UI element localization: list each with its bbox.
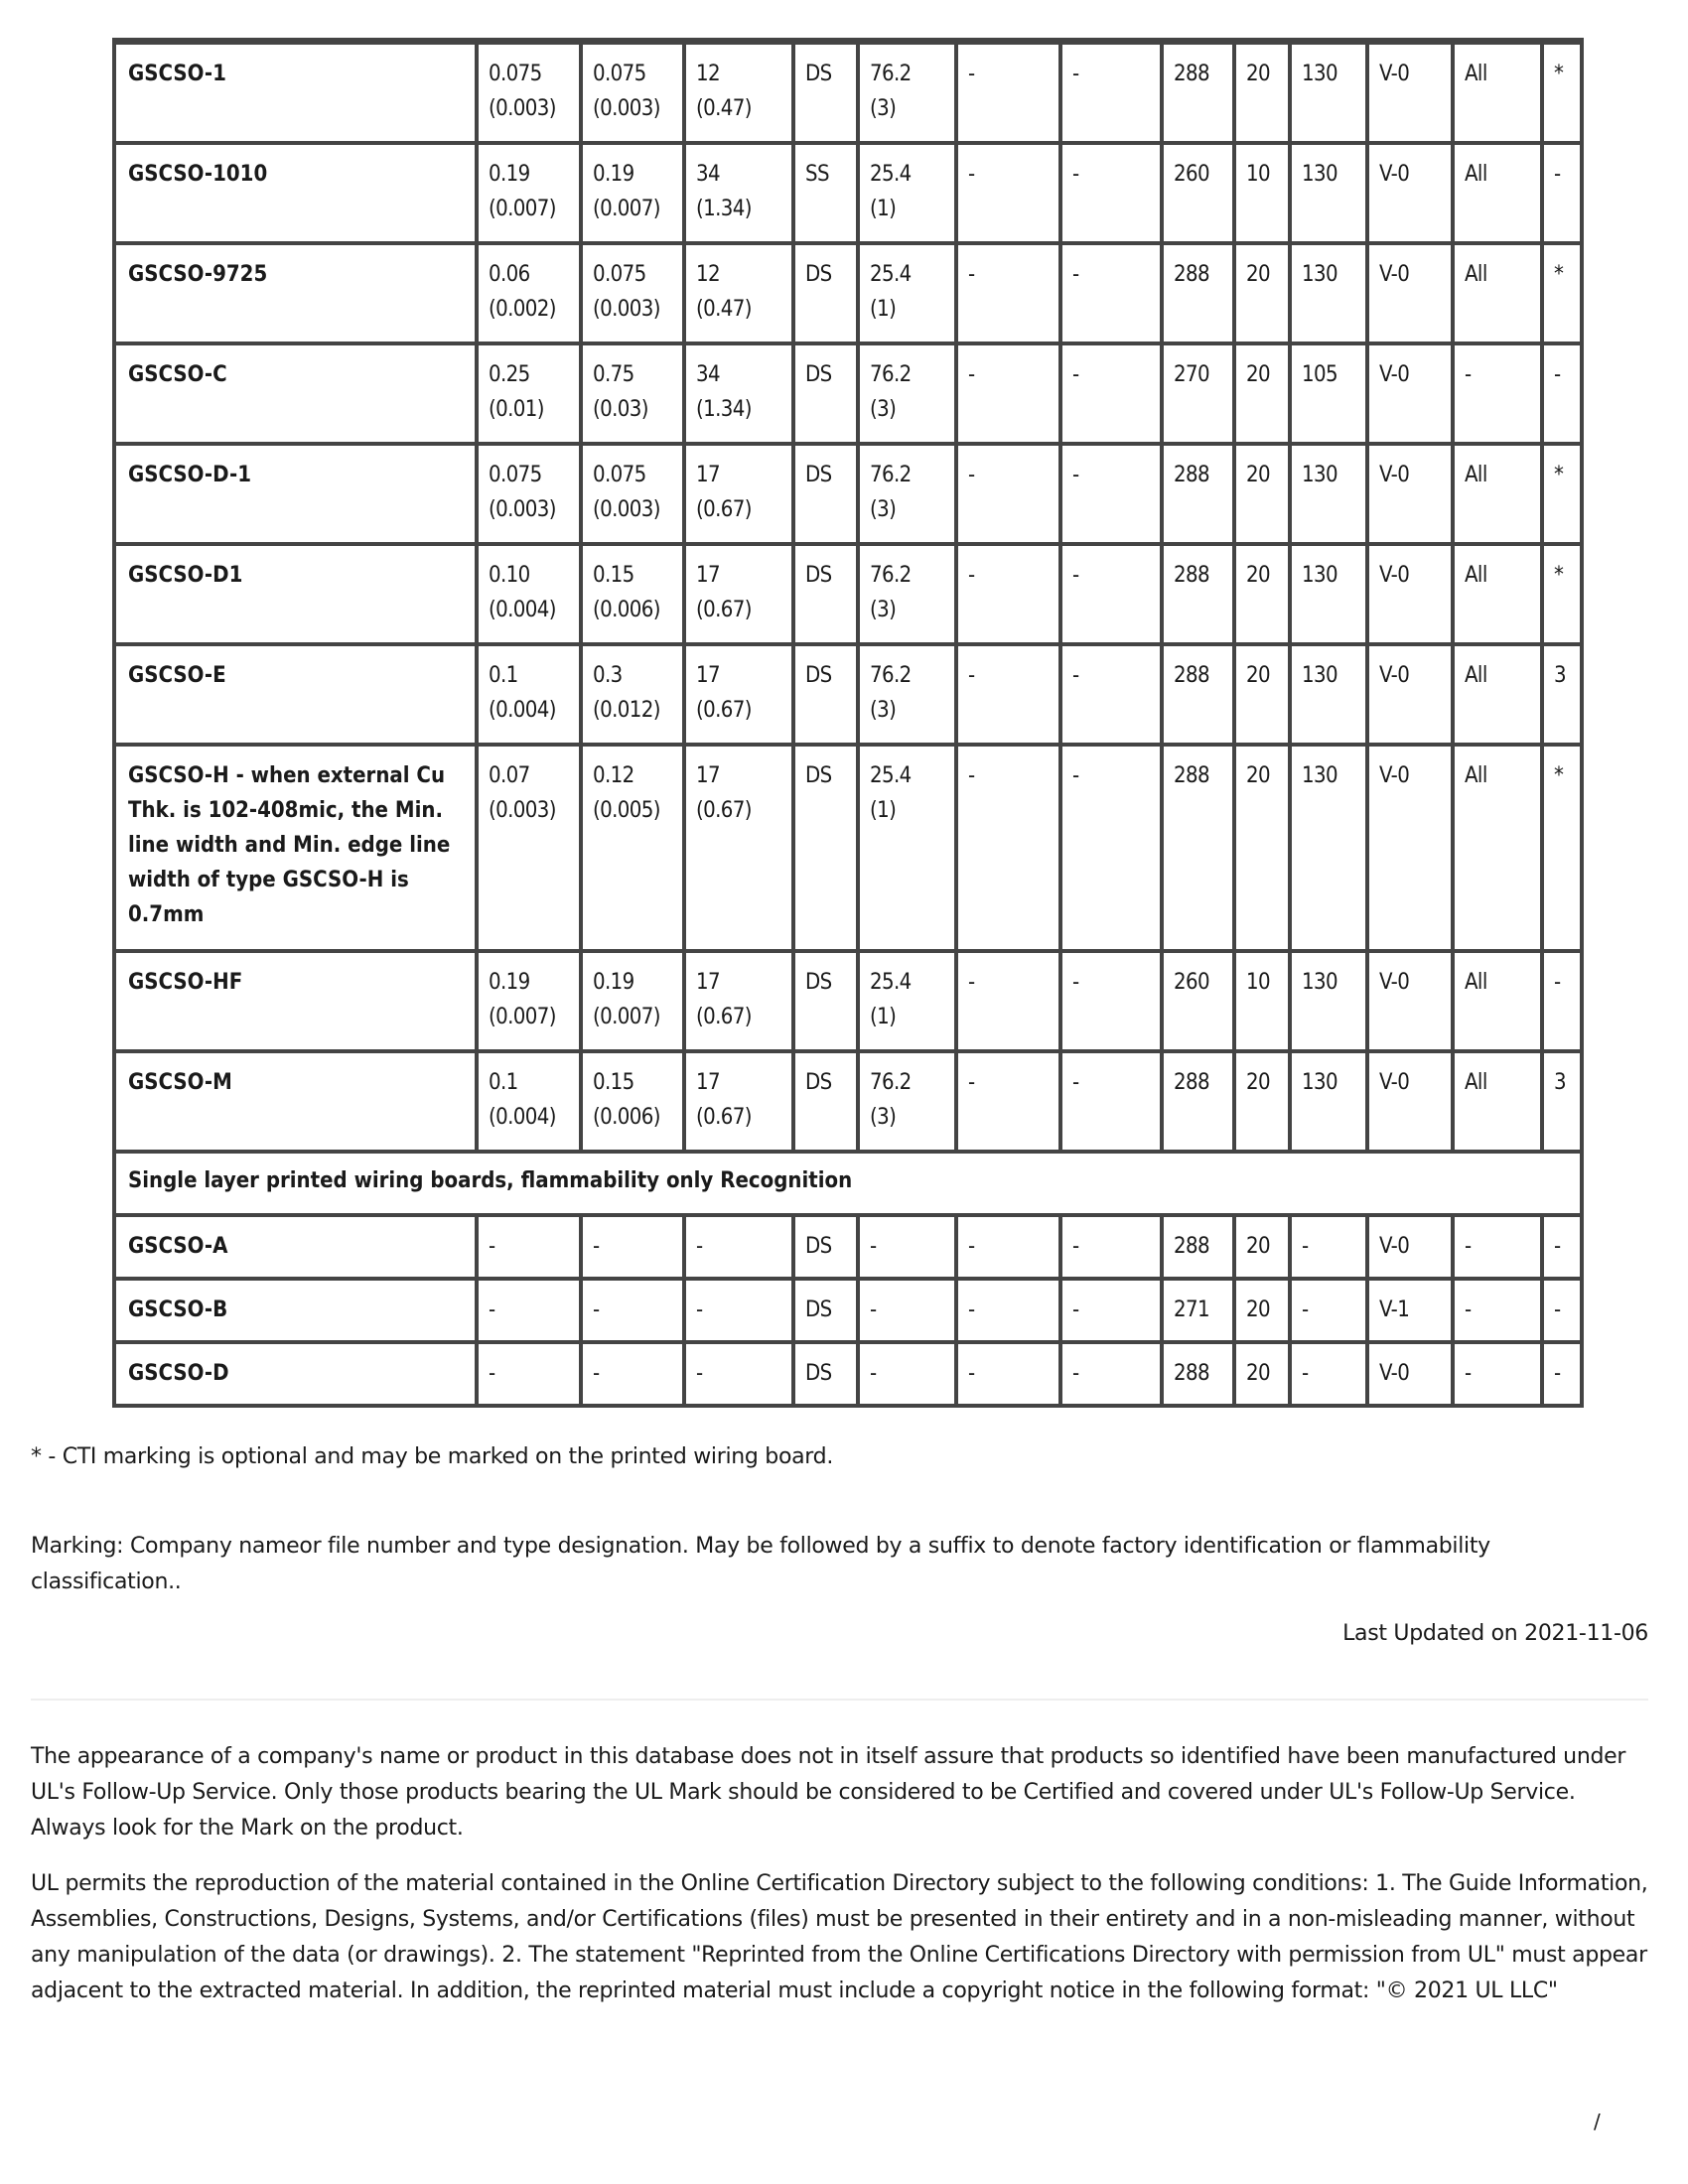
cell-c9: 10 bbox=[1234, 951, 1290, 1051]
cell-c1 bbox=[477, 544, 581, 644]
cell-c6: - bbox=[956, 1279, 1060, 1342]
imperial-value: (0.67) bbox=[696, 1105, 752, 1130]
cell-c9: 20 bbox=[1234, 544, 1290, 644]
cell-c12: All bbox=[1453, 444, 1542, 544]
cell-c9: 20 bbox=[1234, 1051, 1290, 1152]
cell-c12: All bbox=[1453, 745, 1542, 951]
cell-c2 bbox=[581, 644, 684, 745]
metric-value: 0.06 bbox=[489, 262, 530, 287]
cell-c9: 20 bbox=[1234, 644, 1290, 745]
cell-c6: - bbox=[956, 243, 1060, 343]
cell-c7: - bbox=[1060, 1215, 1162, 1279]
imperial-value: (0.67) bbox=[696, 798, 752, 823]
cell-c2 bbox=[581, 1051, 684, 1152]
cell-c4: DS bbox=[793, 42, 858, 144]
cell-c2: - bbox=[581, 1279, 684, 1342]
type-designation: GSCSO-E bbox=[114, 644, 477, 745]
metric-value: 17 bbox=[696, 763, 720, 788]
cell-c2: - bbox=[581, 1215, 684, 1279]
metric-value: 0.075 bbox=[489, 62, 542, 86]
cell-c3 bbox=[684, 243, 793, 343]
table-row bbox=[114, 644, 1582, 745]
cell-c8: 288 bbox=[1162, 745, 1234, 951]
table-row bbox=[114, 951, 1582, 1051]
imperial-value: (1) bbox=[870, 197, 897, 221]
metric-value: 0.075 bbox=[593, 463, 646, 487]
imperial-value: (0.006) bbox=[593, 1105, 660, 1130]
cell-c3 bbox=[684, 42, 793, 144]
imperial-value: (0.47) bbox=[696, 297, 752, 322]
metric-value: 34 bbox=[696, 162, 720, 187]
section-header-row bbox=[114, 1152, 1582, 1215]
cell-c4: DS bbox=[793, 1215, 858, 1279]
cell-c11: V-0 bbox=[1367, 745, 1453, 951]
cell-c5: - bbox=[858, 1342, 956, 1406]
metric-value: 0.15 bbox=[593, 1070, 634, 1095]
cell-c5 bbox=[858, 42, 956, 144]
cell-c13: * bbox=[1542, 745, 1582, 951]
imperial-value: (3) bbox=[870, 96, 897, 121]
imperial-value: (0.012) bbox=[593, 698, 660, 723]
cell-c9: 10 bbox=[1234, 143, 1290, 243]
cell-c12: All bbox=[1453, 1051, 1542, 1152]
metric-value: 76.2 bbox=[870, 62, 912, 86]
imperial-value: (0.67) bbox=[696, 497, 752, 522]
cell-c7: - bbox=[1060, 243, 1162, 343]
metric-value: 0.25 bbox=[489, 362, 530, 387]
metric-value: 0.19 bbox=[489, 970, 530, 995]
cell-c4: DS bbox=[793, 1279, 858, 1342]
cell-c11: V-0 bbox=[1367, 644, 1453, 745]
cell-c1: - bbox=[477, 1279, 581, 1342]
cell-c13: - bbox=[1542, 951, 1582, 1051]
metric-value: 0.075 bbox=[593, 262, 646, 287]
metric-value: 76.2 bbox=[870, 663, 912, 688]
cell-c2 bbox=[581, 343, 684, 444]
cell-c1 bbox=[477, 644, 581, 745]
imperial-value: (0.67) bbox=[696, 598, 752, 622]
cell-c6: - bbox=[956, 343, 1060, 444]
cell-c13: - bbox=[1542, 343, 1582, 444]
cell-c6: - bbox=[956, 1051, 1060, 1152]
cell-c8: 260 bbox=[1162, 951, 1234, 1051]
cell-c1 bbox=[477, 243, 581, 343]
cell-c1 bbox=[477, 1051, 581, 1152]
imperial-value: (3) bbox=[870, 598, 897, 622]
imperial-value: (0.003) bbox=[489, 96, 556, 121]
imperial-value: (3) bbox=[870, 397, 897, 422]
imperial-value: (0.007) bbox=[489, 1005, 556, 1029]
metric-value: 76.2 bbox=[870, 362, 912, 387]
marking-note: Marking: Company nameor file number and type designation. May be followed by a suffix to denote factory identification or flammability classification.. bbox=[31, 1534, 1490, 1594]
table-row bbox=[114, 444, 1582, 544]
cell-c8: 260 bbox=[1162, 143, 1234, 243]
cell-c6: - bbox=[956, 444, 1060, 544]
cell-c11: V-0 bbox=[1367, 243, 1453, 343]
cell-c3 bbox=[684, 951, 793, 1051]
cell-c11: V-0 bbox=[1367, 444, 1453, 544]
cell-c8: 288 bbox=[1162, 42, 1234, 144]
table-body bbox=[114, 42, 1582, 1407]
metric-value: 17 bbox=[696, 1070, 720, 1095]
cell-c5 bbox=[858, 544, 956, 644]
cell-c5 bbox=[858, 745, 956, 951]
cell-c12: All bbox=[1453, 143, 1542, 243]
imperial-value: (0.003) bbox=[489, 798, 556, 823]
cell-c3 bbox=[684, 343, 793, 444]
imperial-value: (0.007) bbox=[489, 197, 556, 221]
cell-c6: - bbox=[956, 644, 1060, 745]
cell-c4: DS bbox=[793, 243, 858, 343]
type-designation: GSCSO-1010 bbox=[114, 143, 477, 243]
imperial-value: (0.004) bbox=[489, 1105, 556, 1130]
metric-value: 17 bbox=[696, 970, 720, 995]
cell-c3 bbox=[684, 143, 793, 243]
cell-c7: - bbox=[1060, 343, 1162, 444]
cell-c11: V-0 bbox=[1367, 343, 1453, 444]
metric-value: 76.2 bbox=[870, 563, 912, 588]
cell-c12: All bbox=[1453, 42, 1542, 144]
cell-c10: 130 bbox=[1290, 243, 1367, 343]
cell-c8: 288 bbox=[1162, 544, 1234, 644]
cell-c7: - bbox=[1060, 1279, 1162, 1342]
metric-value: 0.19 bbox=[489, 162, 530, 187]
type-designation: GSCSO-D bbox=[114, 1342, 477, 1406]
cell-c5 bbox=[858, 343, 956, 444]
cell-c11: V-0 bbox=[1367, 1215, 1453, 1279]
cell-c13: 3 bbox=[1542, 1051, 1582, 1152]
cell-c8: 288 bbox=[1162, 644, 1234, 745]
imperial-value: (1.34) bbox=[696, 197, 752, 221]
metric-value: 0.10 bbox=[489, 563, 530, 588]
cell-c1: - bbox=[477, 1342, 581, 1406]
table-row bbox=[114, 1215, 1582, 1279]
metric-value: 0.75 bbox=[593, 362, 634, 387]
metric-value: 17 bbox=[696, 563, 720, 588]
imperial-value: (0.03) bbox=[593, 397, 648, 422]
table-row bbox=[114, 42, 1582, 144]
cell-c4: DS bbox=[793, 644, 858, 745]
cell-c10: 130 bbox=[1290, 1051, 1367, 1152]
cell-c6: - bbox=[956, 42, 1060, 144]
cell-c7: - bbox=[1060, 644, 1162, 745]
imperial-value: (0.006) bbox=[593, 598, 660, 622]
cell-c7: - bbox=[1060, 143, 1162, 243]
cell-c5: - bbox=[858, 1215, 956, 1279]
cell-c11: V-0 bbox=[1367, 1342, 1453, 1406]
cti-footnote: * - CTI marking is optional and may be marked on the printed wiring board. bbox=[31, 1444, 834, 1469]
metric-value: 0.3 bbox=[593, 663, 623, 688]
cell-c8: 271 bbox=[1162, 1279, 1234, 1342]
cell-c10: - bbox=[1290, 1342, 1367, 1406]
cell-c3: - bbox=[684, 1215, 793, 1279]
cell-c12: - bbox=[1453, 1342, 1542, 1406]
cell-c4: DS bbox=[793, 544, 858, 644]
table-row bbox=[114, 1279, 1582, 1342]
metric-value: 25.4 bbox=[870, 162, 912, 187]
cell-c3: - bbox=[684, 1279, 793, 1342]
metric-value: 0.1 bbox=[489, 663, 518, 688]
type-designation: GSCSO-C bbox=[114, 343, 477, 444]
cell-c3 bbox=[684, 745, 793, 951]
cell-c13: - bbox=[1542, 1342, 1582, 1406]
cell-c10: 130 bbox=[1290, 951, 1367, 1051]
cell-c1 bbox=[477, 143, 581, 243]
type-designation: GSCSO-M bbox=[114, 1051, 477, 1152]
cell-c4: SS bbox=[793, 143, 858, 243]
cell-c6: - bbox=[956, 544, 1060, 644]
imperial-value: (1) bbox=[870, 297, 897, 322]
cell-c6: - bbox=[956, 1215, 1060, 1279]
cell-c4: DS bbox=[793, 444, 858, 544]
cell-c4: DS bbox=[793, 343, 858, 444]
cell-c5 bbox=[858, 1051, 956, 1152]
disclaimer bbox=[31, 1739, 1654, 2029]
cell-c11: V-0 bbox=[1367, 951, 1453, 1051]
cell-c6: - bbox=[956, 951, 1060, 1051]
metric-value: 76.2 bbox=[870, 463, 912, 487]
cell-c2 bbox=[581, 444, 684, 544]
metric-value: 0.19 bbox=[593, 162, 634, 187]
metric-value: 0.1 bbox=[489, 1070, 518, 1095]
cell-c12: - bbox=[1453, 343, 1542, 444]
cell-c3 bbox=[684, 544, 793, 644]
cell-c11: V-0 bbox=[1367, 143, 1453, 243]
table-row bbox=[114, 1342, 1582, 1406]
cell-c4: DS bbox=[793, 1051, 858, 1152]
cell-c10: - bbox=[1290, 1279, 1367, 1342]
imperial-value: (0.007) bbox=[593, 197, 660, 221]
cell-c9: 20 bbox=[1234, 444, 1290, 544]
cell-c1 bbox=[477, 42, 581, 144]
cell-c7: - bbox=[1060, 1342, 1162, 1406]
cell-c10: 130 bbox=[1290, 544, 1367, 644]
cell-c12: All bbox=[1453, 544, 1542, 644]
cell-c2: - bbox=[581, 1342, 684, 1406]
metric-value: 17 bbox=[696, 463, 720, 487]
cell-c4: DS bbox=[793, 1342, 858, 1406]
cell-c8: 288 bbox=[1162, 1051, 1234, 1152]
cell-c4: DS bbox=[793, 951, 858, 1051]
cell-c3 bbox=[684, 444, 793, 544]
cell-c6: - bbox=[956, 1342, 1060, 1406]
metric-value: 25.4 bbox=[870, 970, 912, 995]
cell-c5: - bbox=[858, 1279, 956, 1342]
imperial-value: (1) bbox=[870, 1005, 897, 1029]
cell-c11: V-0 bbox=[1367, 1051, 1453, 1152]
cell-c10: 130 bbox=[1290, 143, 1367, 243]
cell-c9: 20 bbox=[1234, 745, 1290, 951]
imperial-value: (0.01) bbox=[489, 397, 544, 422]
cell-c7: - bbox=[1060, 745, 1162, 951]
disclaimer-paragraph-1: The appearance of a company's name or product in this database does not in itself assure that products so identified have been manufactured under UL's Follow-Up Service. Only those products bearing the UL Mark should be considered to be Certified and covered under UL's Follow-Up Service. Always look for the Mark on the product. bbox=[31, 1744, 1626, 1841]
cell-c7: - bbox=[1060, 444, 1162, 544]
cell-c13: * bbox=[1542, 42, 1582, 144]
type-designation: GSCSO-A bbox=[114, 1215, 477, 1279]
cell-c5 bbox=[858, 644, 956, 745]
cell-c5 bbox=[858, 143, 956, 243]
cell-c13: - bbox=[1542, 1215, 1582, 1279]
cell-c3: - bbox=[684, 1342, 793, 1406]
cell-c12: All bbox=[1453, 644, 1542, 745]
cell-c9: 20 bbox=[1234, 1279, 1290, 1342]
cell-c1: - bbox=[477, 1215, 581, 1279]
imperial-value: (0.002) bbox=[489, 297, 556, 322]
cell-c13: - bbox=[1542, 143, 1582, 243]
cell-c1 bbox=[477, 444, 581, 544]
cell-c7: - bbox=[1060, 1051, 1162, 1152]
table-row bbox=[114, 544, 1582, 644]
cell-c2 bbox=[581, 243, 684, 343]
cell-c7: - bbox=[1060, 544, 1162, 644]
cell-c13: 3 bbox=[1542, 644, 1582, 745]
table-row bbox=[114, 243, 1582, 343]
cell-c2 bbox=[581, 42, 684, 144]
cell-c13: - bbox=[1542, 1279, 1582, 1342]
cell-c13: * bbox=[1542, 243, 1582, 343]
cell-c4: DS bbox=[793, 745, 858, 951]
page-marker: / bbox=[1594, 2110, 1601, 2133]
imperial-value: (0.005) bbox=[593, 798, 660, 823]
cell-c11: V-0 bbox=[1367, 42, 1453, 144]
cell-c12: - bbox=[1453, 1215, 1542, 1279]
cell-c9: 20 bbox=[1234, 343, 1290, 444]
imperial-value: (0.003) bbox=[593, 96, 660, 121]
cell-c2 bbox=[581, 143, 684, 243]
type-designation: GSCSO-H - when external Cu Thk. is 102-408mic, the Min. line width and Min. edge line width of type GSCSO-H is 0.7mm bbox=[114, 745, 477, 951]
cell-c10: 130 bbox=[1290, 444, 1367, 544]
cell-c13: * bbox=[1542, 544, 1582, 644]
metric-value: 0.15 bbox=[593, 563, 634, 588]
cell-c9: 20 bbox=[1234, 1342, 1290, 1406]
metric-value: 0.07 bbox=[489, 763, 530, 788]
imperial-value: (0.004) bbox=[489, 598, 556, 622]
cell-c5 bbox=[858, 951, 956, 1051]
cell-c10: 130 bbox=[1290, 42, 1367, 144]
metric-value: 0.075 bbox=[593, 62, 646, 86]
imperial-value: (3) bbox=[870, 497, 897, 522]
metric-value: 0.075 bbox=[489, 463, 542, 487]
type-designation: GSCSO-1 bbox=[114, 42, 477, 144]
cell-c2 bbox=[581, 951, 684, 1051]
cell-c8: 288 bbox=[1162, 243, 1234, 343]
type-designation: GSCSO-D1 bbox=[114, 544, 477, 644]
metric-value: 76.2 bbox=[870, 1070, 912, 1095]
cell-c9: 20 bbox=[1234, 243, 1290, 343]
imperial-value: (0.47) bbox=[696, 96, 752, 121]
cell-c1 bbox=[477, 745, 581, 951]
table-row bbox=[114, 143, 1582, 243]
cell-c8: 270 bbox=[1162, 343, 1234, 444]
metric-value: 17 bbox=[696, 663, 720, 688]
cell-c1 bbox=[477, 951, 581, 1051]
cell-c11: V-0 bbox=[1367, 544, 1453, 644]
imperial-value: (0.67) bbox=[696, 1005, 752, 1029]
metric-value: 34 bbox=[696, 362, 720, 387]
type-designation: GSCSO-D-1 bbox=[114, 444, 477, 544]
cell-c3 bbox=[684, 1051, 793, 1152]
table-row bbox=[114, 343, 1582, 444]
imperial-value: (3) bbox=[870, 698, 897, 723]
cell-c8: 288 bbox=[1162, 444, 1234, 544]
imperial-value: (0.003) bbox=[593, 297, 660, 322]
cell-c2 bbox=[581, 544, 684, 644]
metric-value: 12 bbox=[696, 62, 720, 86]
cell-c5 bbox=[858, 243, 956, 343]
cell-c7: - bbox=[1060, 951, 1162, 1051]
cell-c12: - bbox=[1453, 1279, 1542, 1342]
cell-c6: - bbox=[956, 745, 1060, 951]
cell-c11: V-1 bbox=[1367, 1279, 1453, 1342]
type-designation: GSCSO-9725 bbox=[114, 243, 477, 343]
metric-value: 0.12 bbox=[593, 763, 634, 788]
cell-c10: - bbox=[1290, 1215, 1367, 1279]
cell-c12: All bbox=[1453, 243, 1542, 343]
cell-c12: All bbox=[1453, 951, 1542, 1051]
cell-c6: - bbox=[956, 143, 1060, 243]
cell-c2 bbox=[581, 745, 684, 951]
cell-c9: 20 bbox=[1234, 42, 1290, 144]
cell-c3 bbox=[684, 644, 793, 745]
table-row bbox=[114, 745, 1582, 951]
metric-value: 12 bbox=[696, 262, 720, 287]
imperial-value: (1) bbox=[870, 798, 897, 823]
divider bbox=[31, 1699, 1648, 1701]
imperial-value: (1.34) bbox=[696, 397, 752, 422]
type-designation: GSCSO-HF bbox=[114, 951, 477, 1051]
table-row bbox=[114, 1051, 1582, 1152]
imperial-value: (0.007) bbox=[593, 1005, 660, 1029]
imperial-value: (0.004) bbox=[489, 698, 556, 723]
type-designation: GSCSO-B bbox=[114, 1279, 477, 1342]
metric-value: 25.4 bbox=[870, 262, 912, 287]
last-updated: Last Updated on 2021-11-06 bbox=[1342, 1621, 1648, 1646]
imperial-value: (3) bbox=[870, 1105, 897, 1130]
cell-c10: 130 bbox=[1290, 745, 1367, 951]
disclaimer-paragraph-2: UL permits the reproduction of the material contained in the Online Certification Directory subject to the following conditions: 1. The Guide Information, Assemblies, Constructions, Designs, Systems, and/or Certifications (files) must be presented in their entirety and in a non-misleading manner, without any manipulation of the data (or drawings). 2. The statement "Reprinted from the Online Certifications Directory with permission from UL" must appear adjacent to the extracted material. In addition, the reprinted material must include a copyright notice in the following format: "© 2021 UL LLC" bbox=[31, 1871, 1648, 2003]
certification-table bbox=[112, 38, 1584, 1408]
cell-c1 bbox=[477, 343, 581, 444]
metric-value: 0.19 bbox=[593, 970, 634, 995]
metric-value: 25.4 bbox=[870, 763, 912, 788]
cell-c10: 105 bbox=[1290, 343, 1367, 444]
cell-c7: - bbox=[1060, 42, 1162, 144]
cell-c9: 20 bbox=[1234, 1215, 1290, 1279]
cell-c10: 130 bbox=[1290, 644, 1367, 745]
imperial-value: (0.67) bbox=[696, 698, 752, 723]
cell-c13: * bbox=[1542, 444, 1582, 544]
section-header: Single layer printed wiring boards, flammability only Recognition bbox=[114, 1152, 1582, 1215]
imperial-value: (0.003) bbox=[593, 497, 660, 522]
cell-c8: 288 bbox=[1162, 1215, 1234, 1279]
cell-c8: 288 bbox=[1162, 1342, 1234, 1406]
imperial-value: (0.003) bbox=[489, 497, 556, 522]
cell-c5 bbox=[858, 444, 956, 544]
